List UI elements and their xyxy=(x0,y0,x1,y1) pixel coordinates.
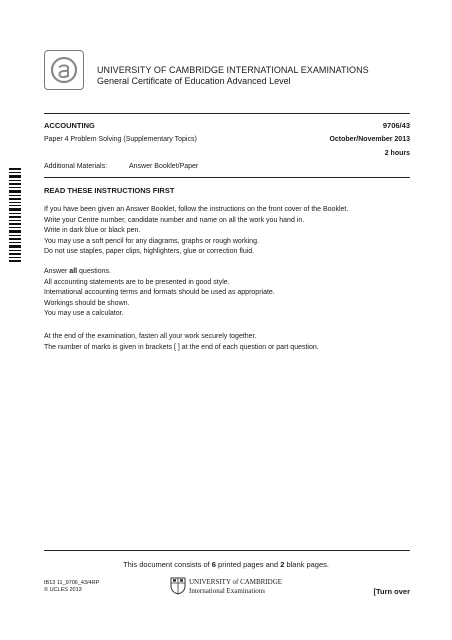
exam-session: October/November 2013 xyxy=(329,136,410,143)
instructions-heading: READ THESE INSTRUCTIONS FIRST xyxy=(44,186,175,195)
cambridge-a-logo-icon xyxy=(44,50,84,90)
instruction-line: Write in dark blue or black pen. xyxy=(44,227,141,235)
instruction-line: If you have been given an Answer Booklet, follow the instructions on the front cover of the Booklet. xyxy=(44,206,349,213)
cie-logo-line-1: UNIVERSITY of CAMBRIDGE xyxy=(189,578,283,586)
answer-all-emphasis: all xyxy=(69,268,78,275)
footer-divider xyxy=(44,550,410,551)
answer-instruction-line xyxy=(44,267,275,278)
instruction-line: All accounting statements are to be presented in good style. xyxy=(44,278,230,286)
instructions-block-3 xyxy=(44,332,319,353)
exam-duration: 2 hours xyxy=(384,150,410,157)
instruction-line: International accounting terms and formats should be used as appropriate. xyxy=(44,289,275,297)
top-divider xyxy=(44,113,410,114)
printed-pages-count: 6 xyxy=(211,560,216,569)
page-count-note xyxy=(0,560,452,569)
instructions-divider xyxy=(44,177,410,178)
pages-middle: printed pages and xyxy=(215,560,281,569)
document-reference xyxy=(44,580,99,594)
instruction-line: Write your Centre number, candidate number and name on all the work you hand in. xyxy=(44,216,305,224)
instructions-block-1 xyxy=(44,205,348,258)
pages-prefix: This document consists of xyxy=(123,560,212,569)
instruction-line: At the end of the examination, fasten all your work securely together. xyxy=(44,333,257,340)
cambridge-crest-icon xyxy=(170,577,186,600)
paper-title: Paper 4 Problem Solving (Supplementary Topics) xyxy=(44,136,197,143)
candidate-barcode-icon xyxy=(9,168,21,264)
university-name: UNIVERSITY OF CAMBRIDGE INTERNATIONAL EXAMINATIONS xyxy=(97,65,369,75)
instruction-line: You may use a soft pencil for any diagrams, graphs or rough working. xyxy=(44,237,259,245)
turn-over-label: [Turn over xyxy=(373,587,410,596)
pages-suffix: blank pages. xyxy=(284,560,329,569)
instruction-line: The number of marks is given in brackets [ ] at the end of each question or part question. xyxy=(44,343,319,351)
certificate-name: General Certificate of Education Advanced Level xyxy=(97,76,291,86)
syllabus-code: 9706/43 xyxy=(382,121,410,130)
instruction-line: Do not use staples, paper clips, highlighters, glue or correction fluid. xyxy=(44,248,255,256)
subject-title: ACCOUNTING xyxy=(44,121,95,130)
answer-suffix: questions. xyxy=(77,268,111,275)
copyright: © UCLES 2013 xyxy=(44,587,82,593)
additional-materials-value: Answer Booklet/Paper xyxy=(129,163,199,170)
instruction-line: You may use a calculator. xyxy=(44,310,124,318)
reference-code: IB13 11_9706_43/4RP xyxy=(44,580,100,586)
answer-prefix: Answer xyxy=(44,268,70,275)
blank-pages-count: 2 xyxy=(280,560,285,569)
instructions-block-2 xyxy=(44,267,275,320)
cie-logo-line-2: International Examinations xyxy=(189,587,266,595)
instruction-line: Workings should be shown. xyxy=(44,299,130,307)
additional-materials-label: Additional Materials: xyxy=(44,163,108,170)
